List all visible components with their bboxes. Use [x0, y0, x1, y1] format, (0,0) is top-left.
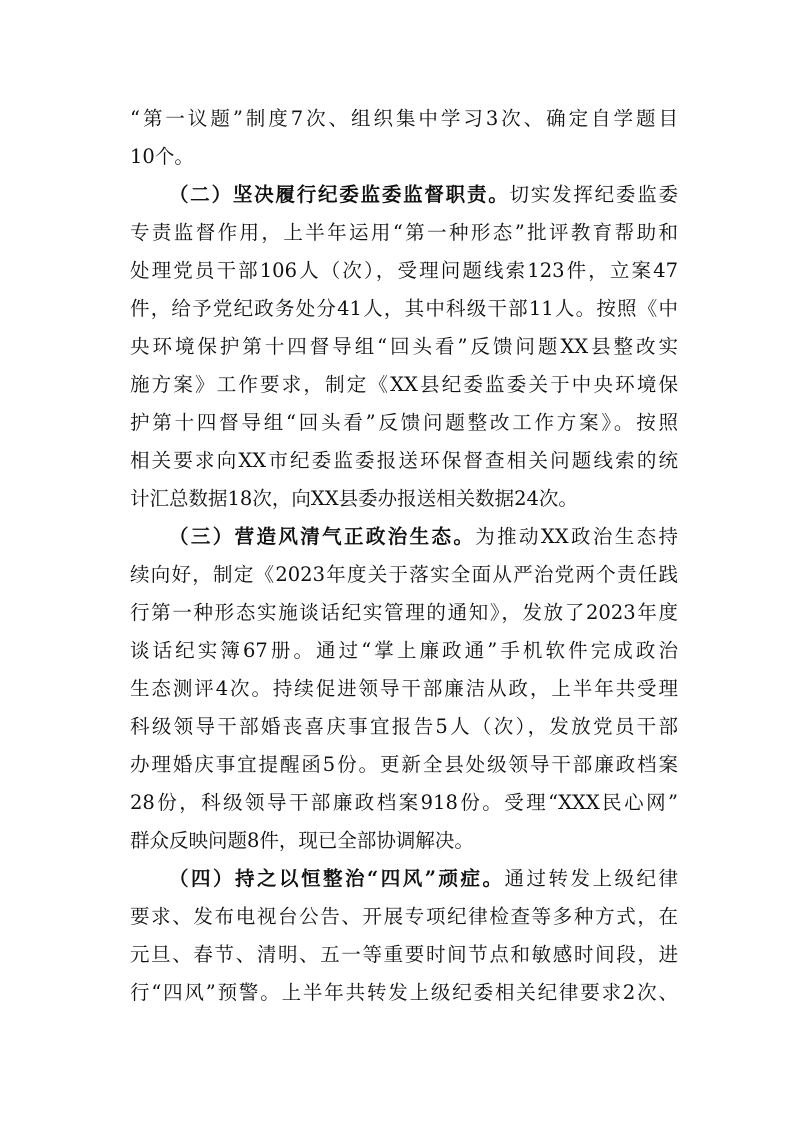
text-line: 28份，科级领导干部廉政档案918份。受理“XXX民心网” [130, 791, 678, 814]
text-span: 通过转发上级纪律 [504, 867, 678, 890]
text-line: 处理党员干部106人（次），受理问题线索123件，立案47 [130, 259, 678, 282]
section-heading: （三）营造风清气正政治生态。 [169, 525, 476, 548]
text-line [130, 860, 678, 898]
text-line: 生态测评4次。持续促进领导干部廉洁从政，上半年共受理 [130, 677, 678, 700]
document-body [130, 100, 678, 1012]
text-line: 谈话纪实簿67册。通过“掌上廉政通”手机软件完成政治 [130, 639, 678, 662]
section-heading: （二）坚决履行纪委监委监督职责。 [169, 183, 510, 206]
text-line: 元旦、春节、清明、五一等重要时间节点和敏感时间段，进 [130, 943, 678, 966]
text-line [130, 518, 678, 556]
text-line: 计汇总数据18次，向XX县委办报送相关数据24次。 [130, 487, 578, 510]
text-line: 群众反映问题8件，现已全部协调解决。 [130, 829, 474, 852]
text-line: 专责监督作用，上半年运用“第一种形态”批评教育帮助和 [130, 221, 678, 244]
paragraph [130, 176, 678, 518]
text-line: “第一议题”制度7次、组织集中学习3次、确定自学题目 [130, 107, 678, 130]
text-span: 切实发挥纪委监委 [509, 183, 678, 206]
text-line: 护第十四督导组“回头看”反馈问题整改工作方案》。按照 [130, 411, 678, 434]
text-line: 施方案》工作要求，制定《XX县纪委监委关于中央环境保 [130, 373, 678, 396]
text-line: 相关要求向XX市纪委监委报送环保督查相关问题线索的统 [130, 449, 678, 472]
text-line: 要求、发布电视台公告、开展专项纪律检查等多种方式，在 [130, 905, 678, 928]
section-heading: （四）持之以恒整治“四风”顽症。 [169, 867, 505, 890]
text-span: 为推动XX政治生态持 [475, 525, 678, 548]
text-line: 续向好，制定《2023年度关于落实全面从严治党两个责任践 [130, 563, 678, 586]
paragraph [130, 518, 678, 860]
text-line: 科级领导干部婚丧喜庆事宜报告5人（次），发放党员干部 [130, 715, 678, 738]
text-line: 行第一种形态实施谈话纪实管理的通知》，发放了2023年度 [130, 601, 678, 624]
text-line [130, 176, 678, 214]
text-line: 件，给予党纪政务处分41人，其中科级干部11人。按照《中 [130, 297, 678, 320]
paragraph [130, 860, 678, 1012]
text-line: 行“四风”预警。上半年共转发上级纪委相关纪律要求2次、 [130, 981, 678, 1004]
text-line: 办理婚庆事宜提醒函5份。更新全县处级领导干部廉政档案 [130, 753, 678, 776]
paragraph [130, 100, 678, 176]
text-line: 央环境保护第十四督导组“回头看”反馈问题XX县整改实 [130, 335, 678, 358]
text-line: 10个。 [130, 145, 194, 168]
